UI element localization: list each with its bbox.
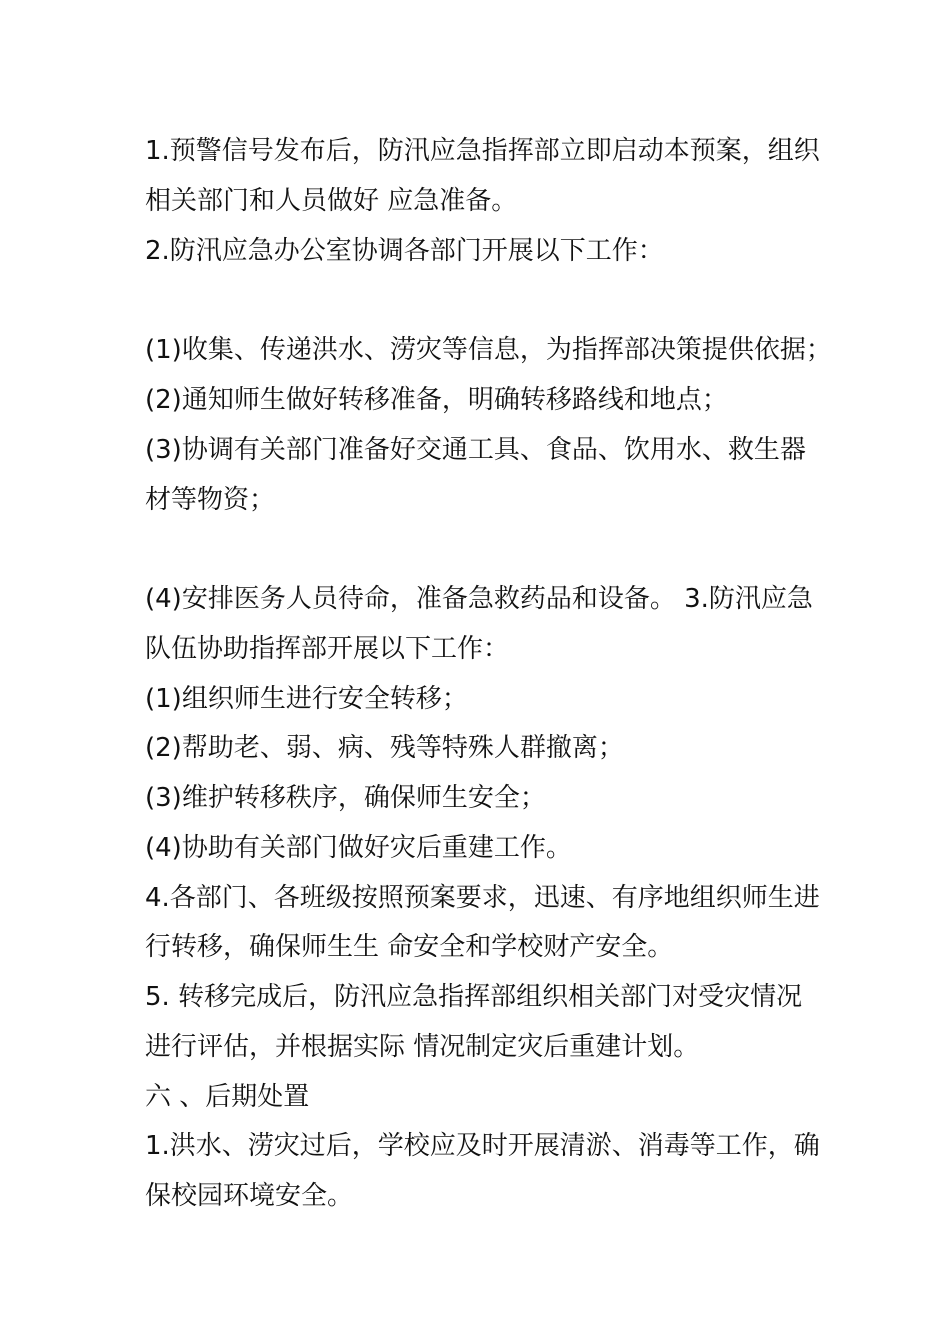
text-line: 行转移，确保师生生 命安全和学校财产安全。 [145,932,674,962]
text-line: (2)通知师生做好转移准备，明确转移路线和地点； [145,385,728,415]
text-line: 1.洪水、涝灾过后，学校应及时开展清淤、消毒等工作，确 [145,1131,820,1161]
text-line: 2.防汛应急办公室协调各部门开展以下工作： [145,236,664,266]
text-line: 材等物资； [145,485,276,515]
text-line: 进行评估，并根据实际 情况制定灾后重建计划。 [145,1032,700,1062]
text-line: (4)安排医务人员待命，准备急救药品和设备。 3.防汛应急 [145,584,813,614]
text-line: 队伍协助指挥部开展以下工作： [145,634,510,664]
text-line: 1.预警信号发布后，防汛应急指挥部立即启动本预案，组织 [145,136,820,166]
text-line: 相关部门和人员做好 应急准备。 [145,186,518,216]
text-line: (4)协助有关部门做好灾后重建工作。 [145,833,572,863]
text-line: 4.各部门、各班级按照预案要求，迅速、有序地组织师生进 [145,883,820,913]
section-heading: 六 、后期处置 [145,1082,310,1112]
text-line: (2)帮助老、弱、病、残等特殊人群撤离； [145,733,624,763]
text-line: (1)组织师生进行安全转移； [145,684,468,714]
text-line: (1)收集、传递洪水、涝灾等信息，为指挥部决策提供依据； [145,335,832,365]
text-line: (3)维护转移秩序，确保师生安全； [145,783,546,813]
text-line: 保校园环境安全。 [145,1181,354,1211]
text-line: 5. 转移完成后，防汛应急指挥部组织相关部门对受灾情况 [145,982,803,1012]
text-line: (3)协调有关部门准备好交通工具、食品、饮用水、救生器 [145,435,806,465]
